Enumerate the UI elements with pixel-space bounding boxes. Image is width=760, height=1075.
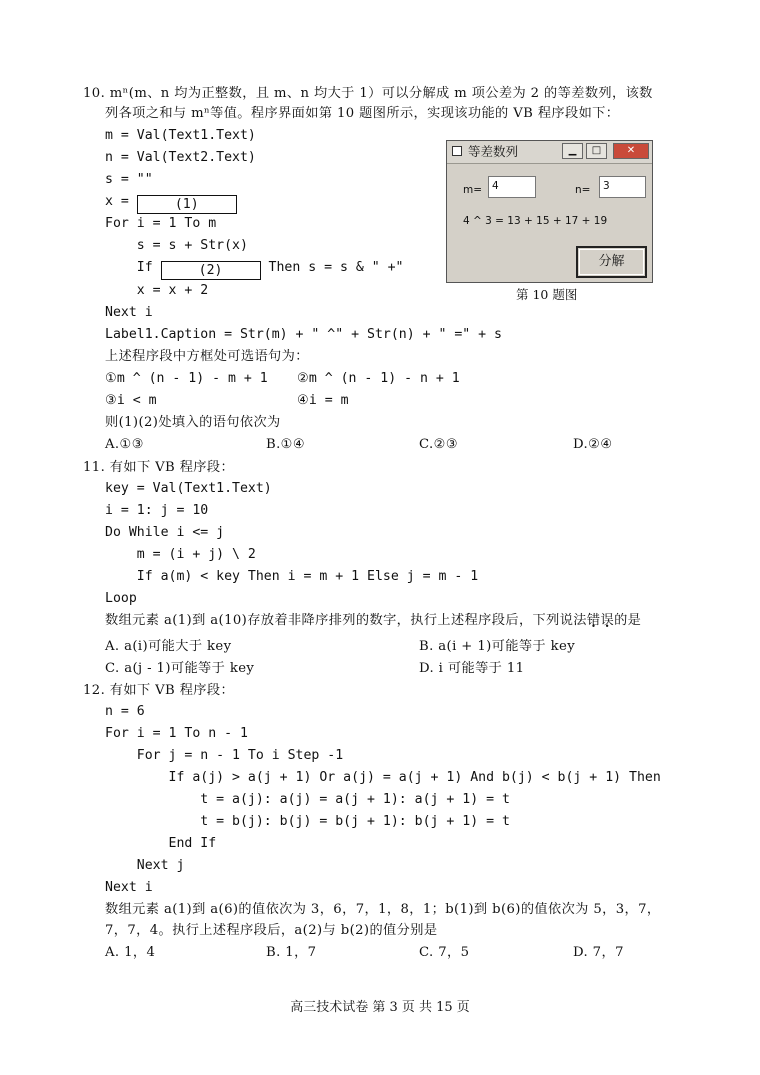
q10-code-line: m = Val(Text1.Text)	[105, 128, 256, 143]
q10-ask: 则(1)(2)处填入的语句依次为	[105, 415, 281, 430]
q11-choice-b: B. a(i + 1)可能等于 key	[419, 639, 576, 654]
maximize-icon[interactable]: □	[586, 143, 607, 159]
q10-prompt: 上述程序段中方框处可选语句为：	[105, 349, 309, 364]
n-input[interactable]: 3	[599, 176, 646, 198]
q10-choice-b: B.①④	[266, 437, 306, 452]
q12-title: 12. 有如下 VB 程序段：	[83, 683, 235, 698]
q11-code-line: key = Val(Text1.Text)	[105, 481, 272, 496]
q11-choice-a: A. a(i)可能大于 key	[105, 639, 232, 654]
emphasis-char: 误	[600, 613, 615, 628]
q10-s-line: s = s + Str(x)	[105, 238, 248, 253]
q11-description	[105, 611, 641, 631]
window-titlebar	[447, 141, 652, 164]
q11-code-line: Do While i <= j	[105, 525, 225, 540]
q12-description-line1: 数组元素 a(1)到 a(6)的值依次为 3，6，7，1，8，1；b(1)到 b(6)的值依次为 5，3，7，	[105, 902, 661, 917]
q11-choice-c: C. a(j - 1)可能等于 key	[105, 661, 255, 676]
n-label: n=	[575, 184, 591, 196]
q10-code-line-x	[105, 192, 237, 214]
q12-code-line: For i = 1 To n - 1	[105, 726, 248, 741]
q10-stem-line2: 列各项之和与 mⁿ等值。程序界面如第 10 题图所示，实现该功能的 VB 程序段如下：	[105, 106, 620, 121]
q12-code-line: Next i	[105, 880, 153, 895]
q12-code-line: t = b(j): b(j) = b(j + 1): b(j + 1) = t	[105, 814, 510, 829]
q10-x-line: x = x + 2	[105, 283, 209, 298]
q11-code-line: m = (i + j) \ 2	[105, 547, 256, 562]
minimize-icon[interactable]: ▁	[562, 143, 583, 159]
q10-next-line: Next i	[105, 305, 153, 320]
q12-choice-a: A. 1，4	[105, 945, 156, 960]
m-input[interactable]: 4	[488, 176, 536, 198]
q10-for-line: For i = 1 To m	[105, 216, 217, 231]
q12-code-line: n = 6	[105, 704, 145, 719]
q11-code-line: If a(m) < key Then i = m + 1 Else j = m - 1	[105, 569, 479, 584]
window-app-icon	[452, 146, 462, 156]
window-title: 等差数列	[468, 144, 519, 159]
q12-choice-c: C. 7，5	[419, 945, 470, 960]
q10-if-line	[105, 258, 404, 280]
blank-box-2: (2)	[161, 261, 261, 280]
q12-code-line: t = a(j): a(j) = a(j + 1): a(j + 1) = t	[105, 792, 510, 807]
q12-choice-d: D. 7，7	[573, 945, 624, 960]
q10-stem-line1: 10. mⁿ(m、n 均为正整数，且 m、n 均大于 1）可以分解成 m 项公差为 2 的等差数列，该数	[83, 86, 653, 101]
q10-x-prefix: x =	[105, 194, 137, 209]
q10-choice-a: A.①③	[105, 437, 144, 452]
q12-code-line: For j = n - 1 To i Step -1	[105, 748, 344, 763]
q12-code-line: If a(j) > a(j + 1) Or a(j) = a(j + 1) And b(j) < b(j + 1) Then	[105, 770, 661, 785]
q10-option-1: ①m ^ (n - 1) - m + 1	[105, 371, 268, 386]
q11-title: 11. 有如下 VB 程序段：	[83, 460, 235, 475]
decompose-button[interactable]: 分解	[576, 246, 647, 278]
q10-option-3: ③i < m	[105, 393, 157, 408]
q10-option-4: ④i = m	[297, 393, 349, 408]
q10-option-2: ②m ^ (n - 1) - n + 1	[297, 371, 460, 386]
q11-code-line: Loop	[105, 591, 137, 606]
result-label: 4 ^ 3 = 13 + 15 + 17 + 19	[463, 215, 608, 227]
q12-code-line: End If	[105, 836, 217, 851]
q11-code-line: i = 1: j = 10	[105, 503, 209, 518]
close-icon[interactable]: ✕	[613, 143, 649, 159]
figure-caption: 第 10 题图	[516, 287, 578, 302]
q11-desc-post: 的是	[614, 613, 642, 628]
q10-code-line: n = Val(Text2.Text)	[105, 150, 256, 165]
page-footer: 高三技术试卷 第 3 页 共 15 页	[290, 1000, 470, 1015]
q11-desc-pre: 数组元素 a(1)到 a(10)存放着非降序排列的数字，执行上述程序段后，下列说法	[105, 613, 587, 628]
blank-box-1: (1)	[137, 195, 237, 214]
emphasis-char: 错	[586, 613, 601, 628]
q11-choice-d: D. i 可能等于 11	[419, 661, 525, 676]
q12-code-line: Next j	[105, 858, 185, 873]
q10-choice-c: C.②③	[419, 437, 459, 452]
q10-code-line: s = ""	[105, 172, 153, 187]
q10-label-line: Label1.Caption = Str(m) + " ^" + Str(n) + " =" + s	[105, 327, 502, 342]
vb-window	[446, 140, 653, 283]
q10-if-prefix: If	[105, 260, 161, 275]
q10-choice-d: D.②④	[573, 437, 613, 452]
q12-choice-b: B. 1，7	[266, 945, 317, 960]
q10-if-suffix: Then s = s & " +"	[260, 260, 404, 275]
m-label: m=	[463, 184, 483, 196]
q12-description-line2: 7，7，4。执行上述程序段后，a(2)与 b(2)的值分别是	[105, 923, 438, 938]
